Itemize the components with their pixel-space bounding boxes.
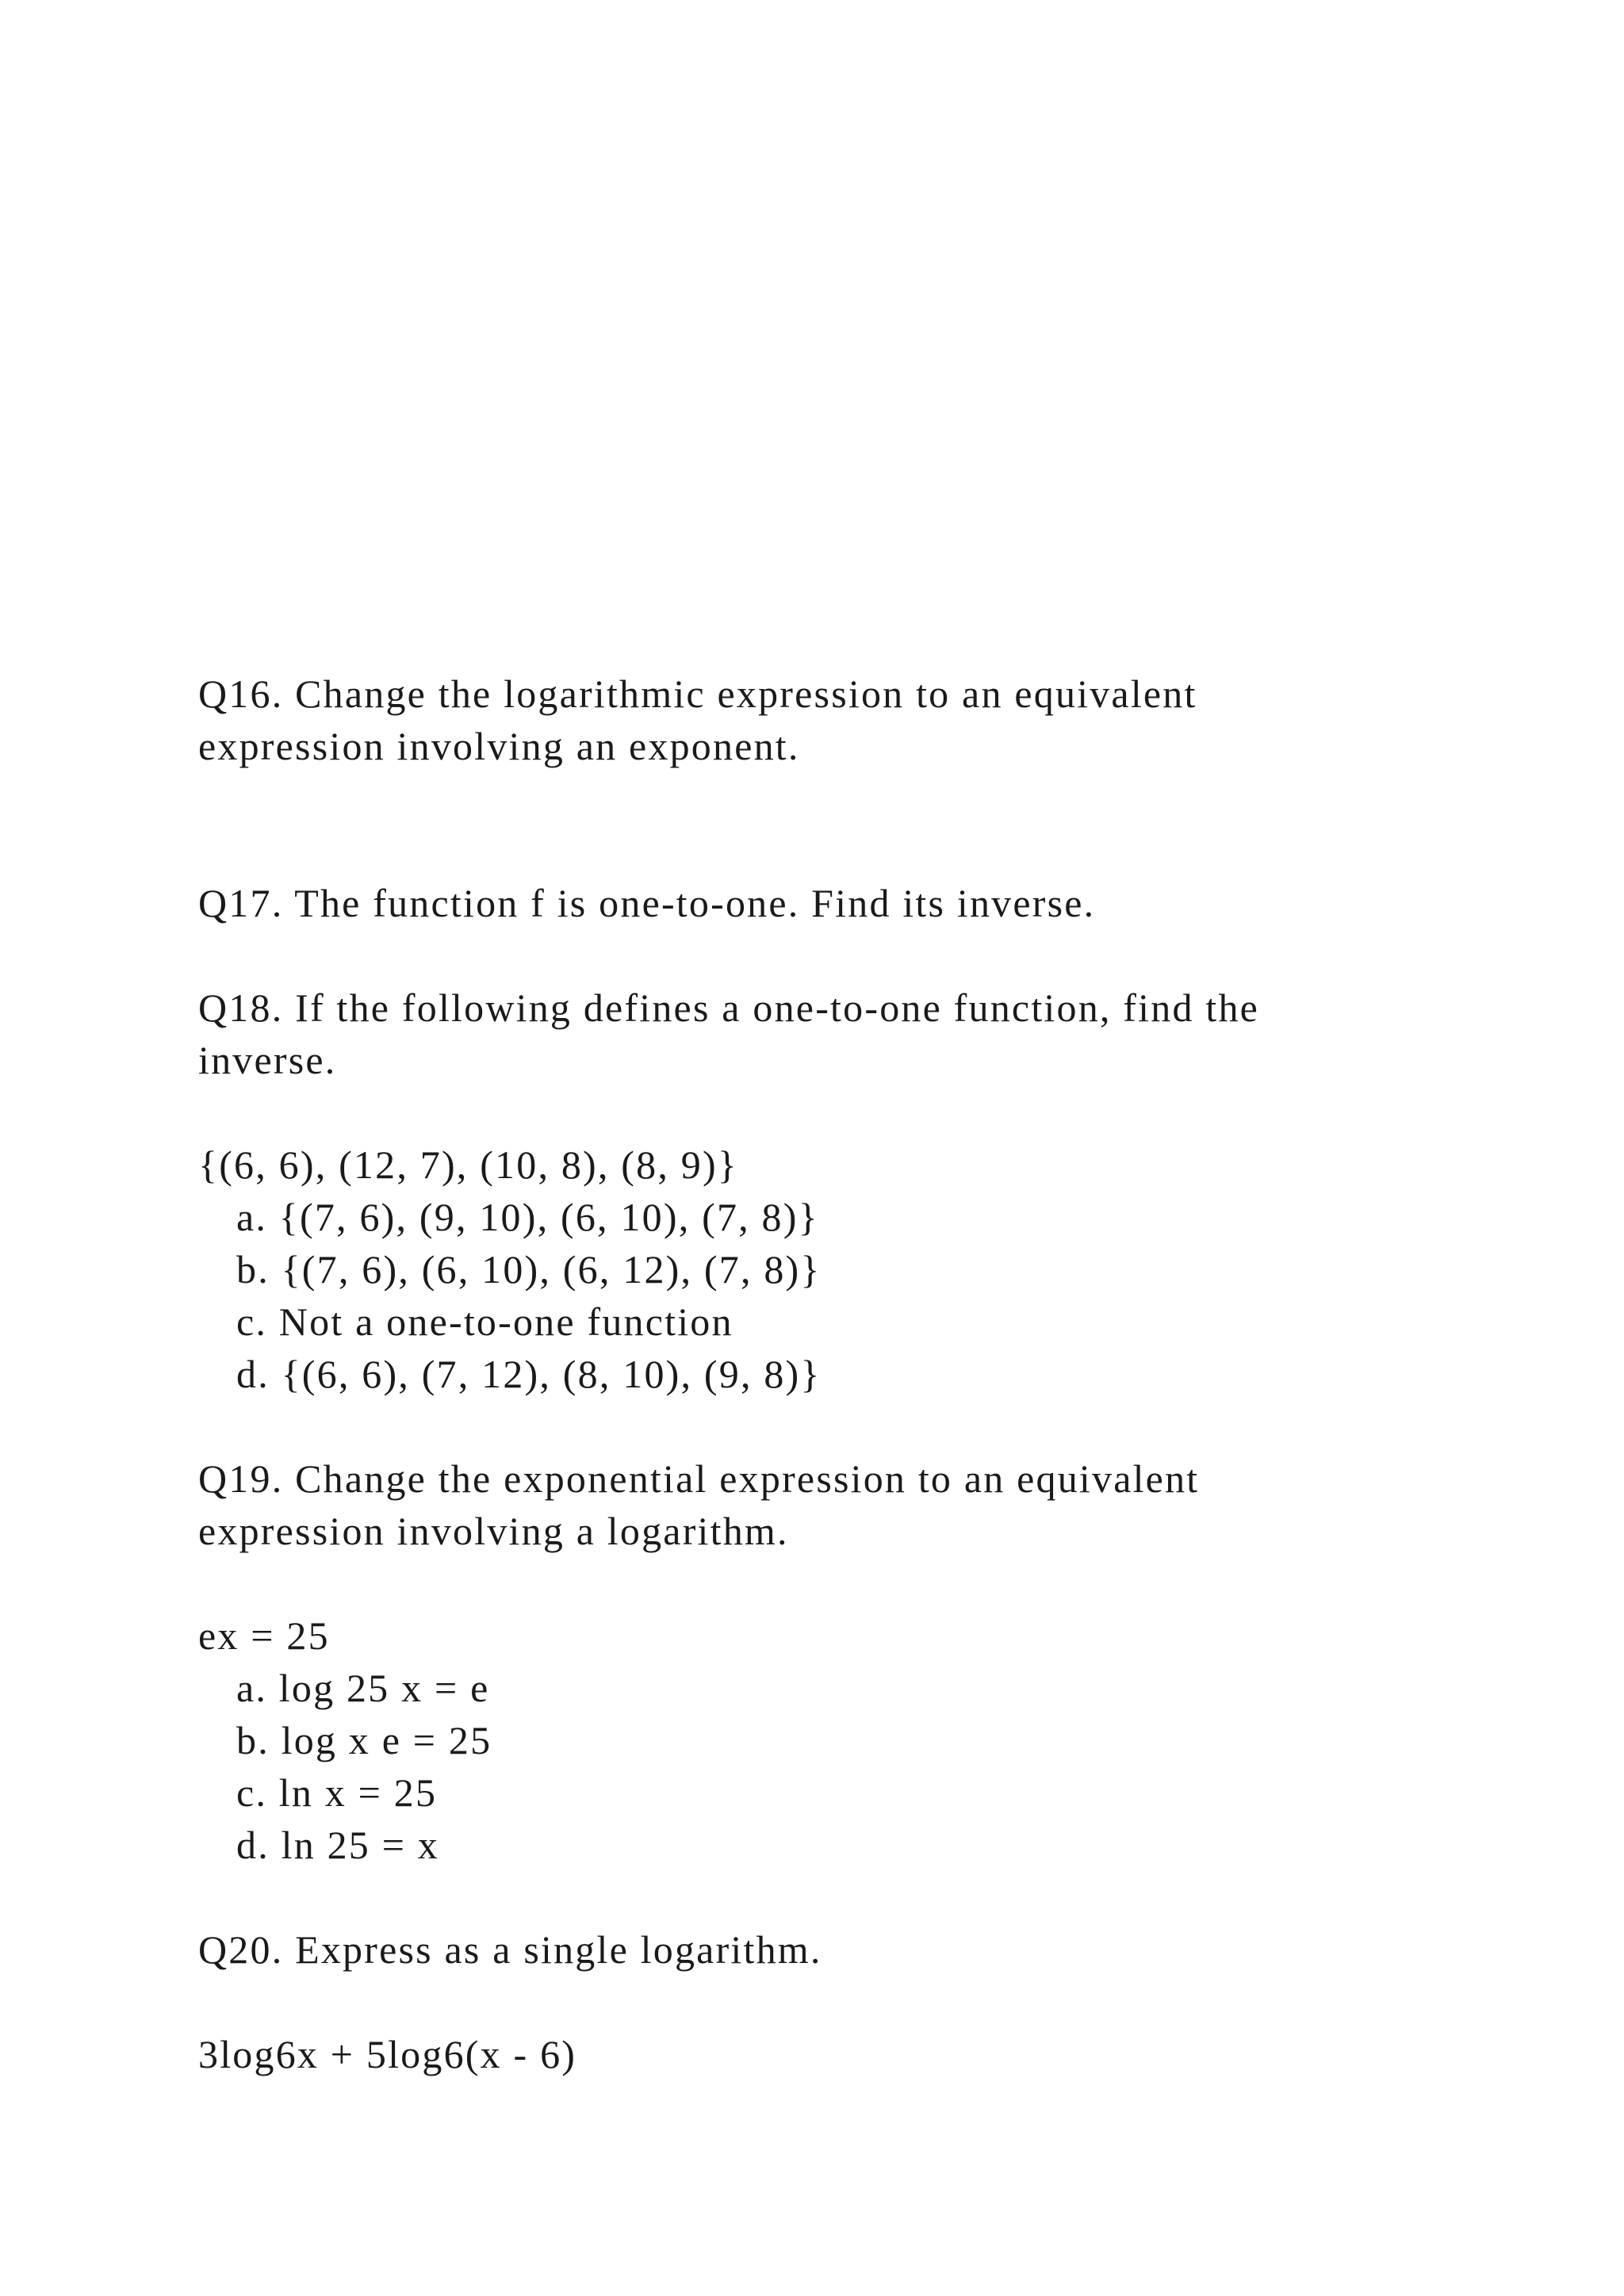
q20-prompt: Q20. Express as a single logarithm. (198, 1927, 822, 1972)
q19-option-c: c. ln x = 25 (236, 1770, 438, 1815)
q18-option-a: a. {(7, 6), (9, 10), (6, 10), (7, 8)} (236, 1195, 819, 1239)
q19-given-equation: ex = 25 (198, 1613, 330, 1658)
q18-prompt-line-1: Q18. If the following defines a one-to-one function, find the (198, 985, 1260, 1030)
q19-option-b: b. log x e = 25 (236, 1718, 492, 1762)
q20-given-expression: 3log6x + 5log6(x - 6) (198, 2032, 577, 2076)
q18-given-set: {(6, 6), (12, 7), (10, 8), (8, 9)} (198, 1142, 739, 1187)
q19-option-d: d. ln 25 = x (236, 1823, 439, 1867)
q18-option-b: b. {(7, 6), (6, 10), (6, 12), (7, 8)} (236, 1247, 822, 1292)
q18-option-c: c. Not a one-to-one function (236, 1299, 733, 1344)
q19-option-a: a. log 25 x = e (236, 1666, 490, 1710)
q16-prompt-line-2: expression involving an exponent. (198, 724, 800, 768)
q17-prompt: Q17. The function f is one-to-one. Find its inverse. (198, 881, 1096, 925)
q16-prompt-line-1: Q16. Change the logarithmic expression to an equivalent (198, 672, 1197, 716)
q18-option-d: d. {(6, 6), (7, 12), (8, 10), (9, 8)} (236, 1352, 822, 1396)
q19-prompt-line-2: expression involving a logarithm. (198, 1509, 789, 1553)
q19-prompt-line-1: Q19. Change the exponential expression to an equivalent (198, 1456, 1200, 1501)
q18-prompt-line-2: inverse. (198, 1038, 337, 1082)
